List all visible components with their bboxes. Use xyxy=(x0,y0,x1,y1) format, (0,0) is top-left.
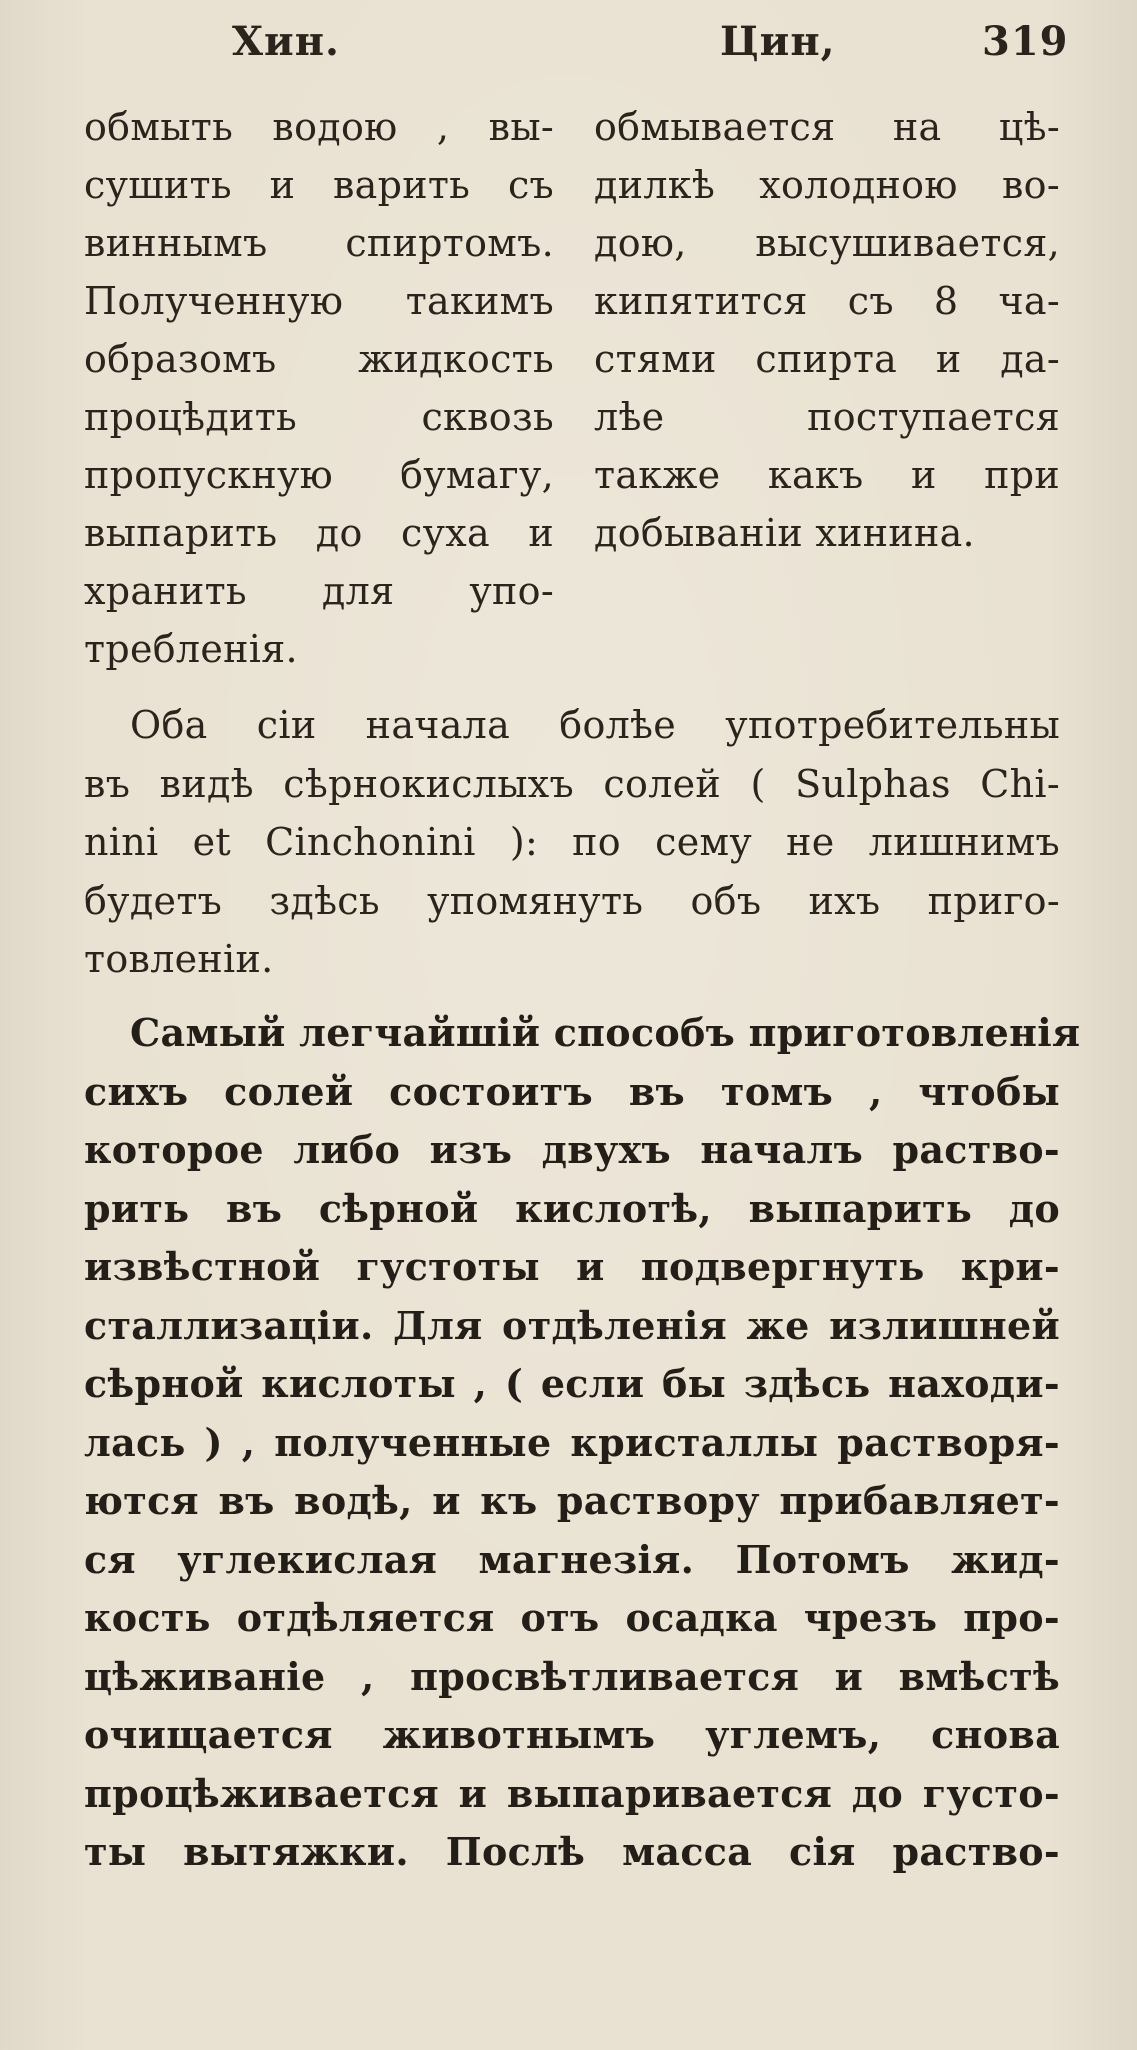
paragraph-line: сихъ солей состоитъ въ томъ , чтобы xyxy=(84,1068,1060,1114)
paragraph-preparation-method xyxy=(84,1004,1081,1882)
paragraph-line: лась ) , полученные кристаллы растворя- xyxy=(84,1419,1060,1465)
right-column-line: стями спирта и да- xyxy=(594,337,1060,381)
paragraph-line: сталлизаціи. Для отдѣленія же излишней xyxy=(84,1302,1060,1348)
left-column-line: пропускную бумагу, xyxy=(84,453,554,497)
paragraph-line: рить въ сѣрной кислотѣ, выпарить до xyxy=(84,1185,1060,1231)
two-column-section xyxy=(84,98,1060,688)
left-column-line: требленія. xyxy=(84,627,298,671)
paragraph-line: Оба сіи начала болѣе употребительны xyxy=(130,703,1060,747)
paragraph-line: nini et Cinchonini ): по сему не лишнимъ xyxy=(84,820,1060,864)
left-column-line: обмыть водою , вы- xyxy=(84,105,554,149)
header-right-word: Цин, xyxy=(720,18,836,65)
page-number: 319 xyxy=(982,18,1069,65)
paragraph-line: процѣживается и выпаривается до густо- xyxy=(84,1770,1060,1816)
left-column-line: сушить и варить съ xyxy=(84,163,554,207)
header-left-word: Хин. xyxy=(232,18,340,65)
left-column-line: виннымъ спиртомъ. xyxy=(84,221,554,265)
right-column-line: кипятится съ 8 ча- xyxy=(594,279,1060,323)
left-column-line: выпарить до суха и xyxy=(84,511,554,555)
right-column-line: добываніи хинина. xyxy=(594,511,975,555)
right-column-line: также какъ и при xyxy=(594,453,1060,497)
paragraph-line: очищается животнымъ углемъ, снова xyxy=(84,1712,1060,1757)
right-column-line: обмывается на цѣ- xyxy=(594,105,1060,149)
paragraph-line: ются въ водѣ, и къ раствору прибавляет- xyxy=(84,1478,1060,1523)
right-column-line: дилкѣ холодною во- xyxy=(594,163,1060,207)
paragraph-line: будетъ здѣсь упомянуть объ ихъ приго- xyxy=(84,878,1060,923)
right-column-line: лѣе поступается xyxy=(594,395,1060,439)
paragraph-line: Самый легчайшій способъ приготовленія xyxy=(130,1010,1081,1055)
paragraph-line: ся углекислая магнезія. Потомъ жид- xyxy=(84,1536,1060,1582)
left-column-line: процѣдить сквозь xyxy=(84,395,554,439)
paragraph-sulphates-intro xyxy=(84,696,1060,989)
paragraph-line: цѣживаніе , просвѣтливается и вмѣстѣ xyxy=(84,1653,1060,1699)
left-column-line: Полученную такимъ xyxy=(84,279,554,323)
paragraph-line: въ видѣ сѣрнокислыхъ солей ( Sulphas Chi- xyxy=(84,761,1060,806)
paragraph-line: ты вытяжки. Послѣ масса сія раство- xyxy=(84,1829,1060,1874)
left-column-line: хранить для упо- xyxy=(84,569,554,613)
running-header xyxy=(0,18,1137,78)
right-column-line: дою, высушивается, xyxy=(594,221,1060,265)
paragraph-line: которое либо изъ двухъ началъ раство- xyxy=(84,1127,1060,1172)
paragraph-line: сѣрной кислоты , ( если бы здѣсь находи- xyxy=(84,1361,1060,1406)
paragraph-line: товленіи. xyxy=(84,937,274,981)
left-column-line: образомъ жидкость xyxy=(84,337,554,381)
left-column xyxy=(84,98,554,678)
paragraph-line: извѣстной густоты и подвергнуть кри- xyxy=(84,1244,1060,1289)
right-column xyxy=(594,98,1060,562)
paragraph-line: кость отдѣляется отъ осадка чрезъ про- xyxy=(84,1595,1060,1640)
